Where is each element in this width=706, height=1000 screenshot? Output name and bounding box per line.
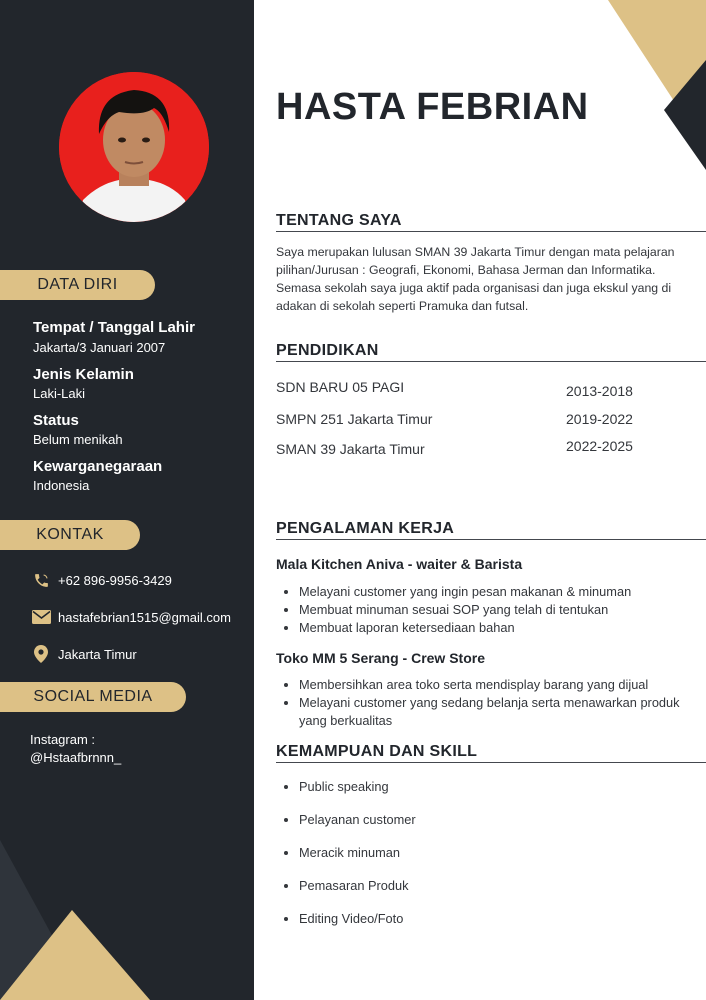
status-value: Belum menikah <box>33 432 123 447</box>
contact-email[interactable] <box>30 608 231 626</box>
instagram-label: Instagram : <box>30 732 96 747</box>
job-title: Toko MM 5 Serang - Crew Store <box>276 650 485 666</box>
location-text: Jakarta Timur <box>58 646 137 662</box>
list-item: • Pemasaran Produk <box>299 877 416 910</box>
job-title: Mala Kitchen Aniva - waiter & Barista <box>276 556 523 572</box>
section-label-kontak: KONTAK <box>0 520 140 550</box>
about-paragraph: Saya merupakan lulusan SMAN 39 Jakarta Timur dengan mata pelajaran pilihan/Jurusan : Geografi, Ekonomi, Bahasa Jerman dan Informatika. Semasa sekolah saya juga aktif pada organisasi dan juga ekskul yang di adakan di sekolah seperti Pramuka dan futsal. <box>276 245 675 313</box>
email-address: hastafebrian1515@gmail.com <box>58 609 231 625</box>
education-years: 2013-2018 <box>566 383 633 399</box>
list-item: • Meracik minuman <box>299 844 416 877</box>
section-title-education: PENDIDIKAN <box>276 342 706 362</box>
section-label-social-media: SOCIAL MEDIA <box>0 682 186 712</box>
mail-icon <box>30 608 52 626</box>
birth-label: Tempat / Tanggal Lahir <box>33 319 195 336</box>
list-item: • Melayani customer yang ingin pesan makanan & minuman <box>299 583 706 601</box>
nationality-value: Indonesia <box>33 478 90 493</box>
section-title-skills: KEMAMPUAN DAN SKILL <box>276 743 706 763</box>
list-item: • Membersihkan area toko serta mendisplay barang yang dijual <box>299 676 706 694</box>
phone-number: +62 896-9956-3429 <box>58 572 172 588</box>
instagram-handle[interactable]: @Hstaafbrnnn_ <box>30 750 122 765</box>
job-task-list <box>280 676 706 730</box>
decorative-bottom-shape <box>0 840 254 1000</box>
education-school: SMAN 39 Jakarta Timur <box>276 441 425 457</box>
skill-list <box>280 778 416 943</box>
full-name: HASTA FEBRIAN <box>276 86 589 128</box>
section-title-about: TENTANG SAYA <box>276 212 706 232</box>
contact-phone[interactable] <box>30 571 172 589</box>
list-item: • Public speaking <box>299 778 416 811</box>
location-pin-icon <box>30 645 52 663</box>
phone-icon <box>30 571 52 589</box>
education-years: 2022-2025 <box>566 438 633 454</box>
education-school: SDN BARU 05 PAGI <box>276 379 405 395</box>
gender-value: Laki-Laki <box>33 386 86 401</box>
profile-photo <box>59 72 209 222</box>
nationality-label: Kewarganegaraan <box>33 458 163 475</box>
social-instagram <box>30 731 121 767</box>
list-item: • Editing Video/Foto <box>299 910 416 943</box>
list-item: • Melayani customer yang sedang belanja serta menawarkan produk yang berkualitas <box>299 694 706 730</box>
education-school: SMPN 251 Jakarta Timur <box>276 411 433 427</box>
sidebar <box>0 0 254 1000</box>
section-label-data-diri: DATA DIRI <box>0 270 155 300</box>
list-item: • Pelayanan customer <box>299 811 416 844</box>
list-item: • Membuat minuman sesuai SOP yang telah di tentukan <box>299 601 706 619</box>
status-label: Status <box>33 412 79 429</box>
main-content <box>254 0 706 1000</box>
list-item: • Membuat laporan ketersediaan bahan <box>299 619 706 637</box>
gender-label: Jenis Kelamin <box>33 366 134 383</box>
education-years: 2019-2022 <box>566 411 633 427</box>
contact-location <box>30 645 137 663</box>
section-title-experience: PENGALAMAN KERJA <box>276 520 706 540</box>
job-task-list <box>280 583 706 637</box>
birth-value: Jakarta/3 Januari 2007 <box>33 340 166 355</box>
